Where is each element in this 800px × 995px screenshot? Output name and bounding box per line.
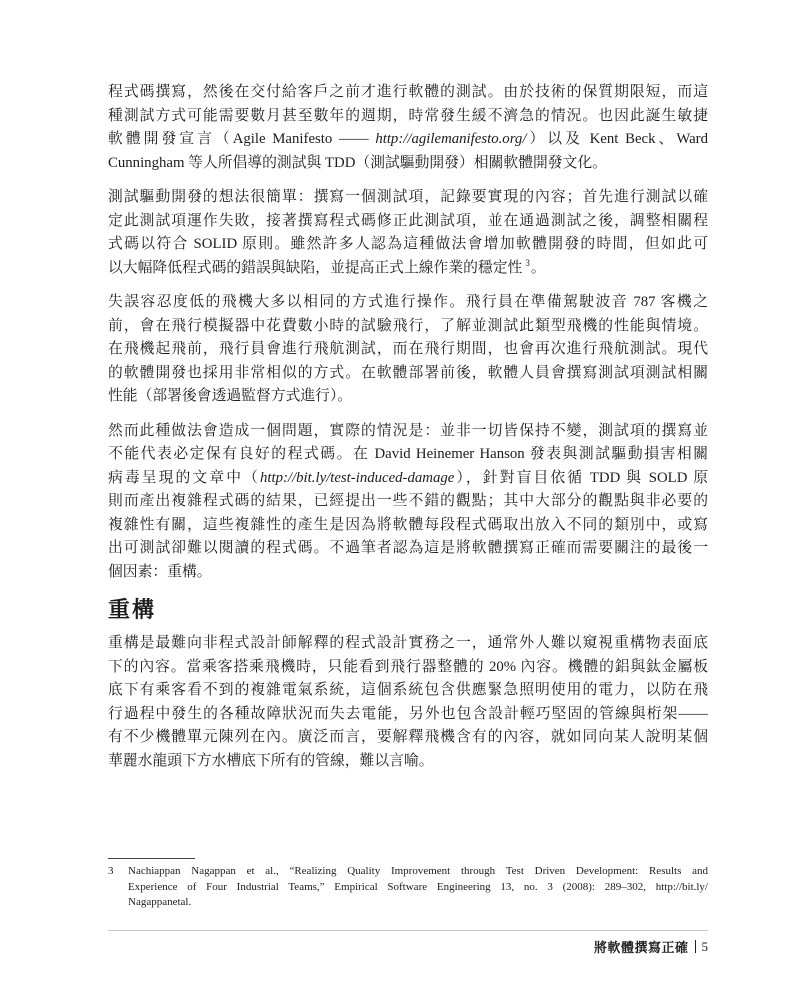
text-line <box>108 128 708 152</box>
running-title: 將軟體撰寫正確 <box>593 940 689 955</box>
text-line: 性能（部署後會透過監督方式進行）。 <box>108 388 353 404</box>
text-segment: 以大幅降低程式碼的錯誤與缺陷，並提高正式上線作業的穩定性 <box>108 259 523 276</box>
text-line: 不能代表必定保有良好的程式碼。在 David Heinemer Hanson 發表與測試驅動損害相關 <box>108 446 708 462</box>
text-line: 複雜性有關，這些複雜性的產生是因為將軟體每段程式碼取出放入不同的類別中，或寫 <box>108 516 708 533</box>
footnote-text <box>128 864 708 911</box>
text-line: 的軟體開發也採用非常相似的方式。在軟體部署前後，軟體人員會撰寫測試項測試相關 <box>108 364 708 381</box>
text-line: 式碼以符合 SOLID 原則。雖然許多人認為這種做法會增加軟體開發的時間，但如此可 <box>108 236 708 252</box>
paragraph-aircraft-testing <box>108 291 708 409</box>
text-line: 底下有乘客看不到的複雜電氣系統，這個系統包含供應緊急照明使用的電力，以防在飛 <box>108 682 708 698</box>
text-line: Cunningham 等人所倡導的測試與 TDD（測試驅動開發）相關軟體開發文化。 <box>108 154 607 171</box>
body-text <box>108 81 708 784</box>
text-line <box>108 257 708 281</box>
text-line <box>108 467 708 491</box>
url-text: http://agilemanifesto.org/ <box>375 131 527 147</box>
paragraph-agile-history <box>108 81 708 175</box>
page-number: 5 <box>701 938 708 954</box>
text-line: 華麗水龍頭下方水槽底下所有的管線，難以言喻。 <box>108 752 434 769</box>
text-line: 失誤容忍度低的飛機大多以相同的方式進行操作。飛行員在準備駕駛波音 787 客機之 <box>108 294 708 310</box>
url-text: http://bit.ly/test-induced-damage <box>259 469 455 486</box>
text-line: 定此測試項運作失敗，接著撰寫程式碼修正此測試項，並在通過測試之後，調整相關程 <box>108 212 708 229</box>
text-line: 在飛機起飛前，飛行員會進行飛航測試，而在飛行期間，也會再次進行飛航測試。現代 <box>108 341 708 357</box>
text-line: 重構是最難向非程式設計師解釋的程式設計實務之一，通常外人難以窺視重構物表面底 <box>108 635 708 651</box>
text-line: 行過程中發生的各種故障狀況而失去電能，另外也包含設計輕巧堅固的管線與桁架—— <box>108 705 708 722</box>
text-line: 個因素：重構。 <box>108 563 212 580</box>
text-segment: ）以及 Kent Beck、Ward <box>526 131 708 147</box>
footnote-divider <box>108 858 195 859</box>
page-footer <box>108 938 708 955</box>
footnote-number: 3 <box>108 865 114 877</box>
text-segment: ），針對盲目依循 TDD 與 SOLD 原 <box>454 469 708 486</box>
text-line: 有不少機體單元陳列在內。廣泛而言，要解釋飛機含有的內容，就如同向某人說明某個 <box>108 729 708 745</box>
footer-separator <box>695 940 696 953</box>
footnote-ref: 3 <box>525 257 530 268</box>
footnote-line: Experience of Four Industrial Teams,” Empirical Software Engineering 13, no. 3 (2008): 289–302, http://bit.ly/ <box>128 880 708 893</box>
text-segment: 軟體開發宣言（Agile Manifesto —— <box>108 131 376 147</box>
text-line: 出可測試卻難以閱讀的程式碼。不過筆者認為這是將軟體撰寫正確而需要關注的最後一 <box>108 540 708 556</box>
text-line: 前，會在飛行模擬器中花費數小時的試驗飛行，了解並測試此類型飛機的性能與情境。 <box>108 317 708 334</box>
text-segment: 。 <box>530 259 546 276</box>
text-line: 種測試方式可能需要數月甚至數年的週期，時常發生緩不濟急的情況。也因此誕生敏捷 <box>108 107 708 124</box>
text-line: 則而產出複雜程式碼的結果，已經提出一些不錯的觀點；其中大部分的觀點與非必要的 <box>108 493 708 509</box>
text-line: 下的內容。當乘客搭乘飛機時，只能看到飛行器整體的 20% 內容。機體的鋁與鈦金屬板 <box>108 658 708 675</box>
paragraph-tdd-idea <box>108 186 708 280</box>
footnote-line: Nagappanetal. <box>128 896 192 908</box>
text-line: 程式碼撰寫，然後在交付給客戶之前才進行軟體的測試。由於技術的保質期限短，而這 <box>108 84 708 100</box>
footer-divider-line <box>108 930 708 931</box>
footnote-line: Nachiappan Nagappan et al., “Realizing Quality Improvement through Test Driven Development: Results and <box>128 865 708 877</box>
text-line: 測試驅動開發的想法很簡單：撰寫一個測試項，記錄要實現的內容；首先進行測試以確 <box>108 189 708 205</box>
text-line: 然而此種做法會造成一個問題，實際的情況是：並非一切皆保持不變，測試項的撰寫並 <box>108 422 708 439</box>
paragraph-refactoring <box>108 632 708 773</box>
section-heading: 重構 <box>108 597 157 622</box>
footnote <box>108 864 708 911</box>
paragraph-test-induced-damage <box>108 420 708 585</box>
text-segment: 病毒呈現的文章中（ <box>108 469 260 486</box>
